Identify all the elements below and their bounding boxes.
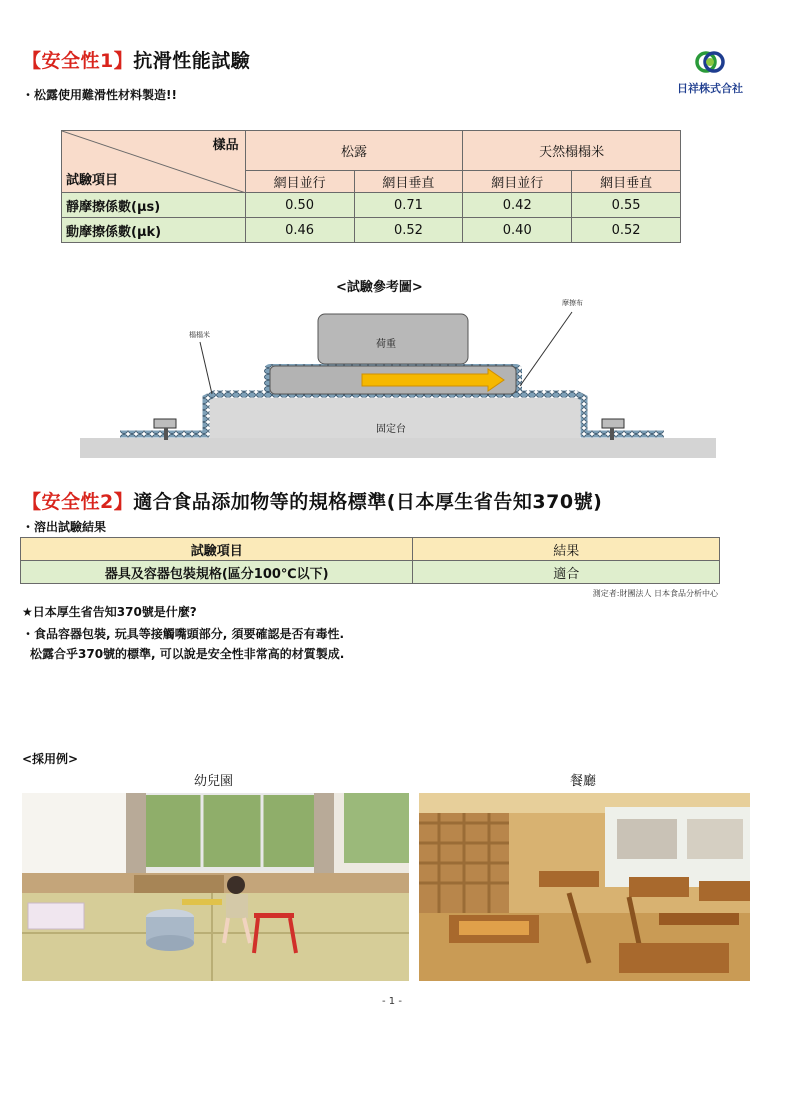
section1-title: 抗滑性能試驗 [133,50,251,72]
label-cloth: 摩擦布 [562,299,583,307]
kindergarten-photo [22,793,409,981]
header-item: 試驗項目 [21,538,413,561]
elution-table [20,537,720,584]
value-cell: 0.55 [572,193,681,218]
value-cell: 0.52 [572,218,681,243]
row-label: 靜摩擦係數(μs) [62,193,246,218]
section2-bullet: ・溶出試驗結果 [22,520,107,534]
clamp-left-top [154,419,176,428]
clamp-left-bolt [164,428,168,440]
section1-tag: 【安全性1】 [22,50,134,72]
value-cell: 0.46 [245,218,354,243]
subheader-cell: 網目並行 [245,171,354,193]
value-cell: 0.42 [463,193,572,218]
restaurant-photo [419,793,750,981]
leader-cloth [520,312,572,386]
question-line: ★日本厚生省告知370號是什麼? [22,605,197,619]
page-number: - 1 - [382,996,402,1007]
label-tatami: 榻榻米 [189,331,210,339]
section1-heading [22,46,250,73]
section1-bullet: ・松露使用難滑性材料製造!! [22,88,177,102]
value-cell: 0.52 [354,218,463,243]
company-logo [668,48,752,96]
group-header-shoro: 松露 [245,131,463,171]
diagram-title: <試驗參考圖> [336,280,423,295]
corner-item-label: 試驗項目 [66,173,119,188]
caption-restaurant: 餐廳 [570,774,597,789]
corner-sample-label: 樣品 [212,138,239,153]
friction-table [61,130,681,243]
examples-title: <採用例> [22,752,79,766]
tester-note: 測定者:財團法人 日本食品分析中心 [592,589,718,598]
section2-title: 適合食品添加物等的規格標準(日本厚生省告知370號) [133,491,603,513]
value-cell: 0.71 [354,193,463,218]
subheader-cell: 網目垂直 [572,171,681,193]
table-row [62,193,681,218]
table-corner-cell [62,131,246,193]
logo-mark-icon [693,48,727,76]
body-line-2: 松露合乎370號的標準, 可以說是安全性非常高的材質製成. [30,647,345,661]
clamp-right-bolt [610,428,614,440]
label-base: 固定台 [376,424,406,435]
table-row [62,218,681,243]
section2-heading [22,487,602,514]
header-result: 結果 [413,538,720,561]
value-cell: 0.50 [245,193,354,218]
row-item: 器具及容器包裝規格(區分100℃以下) [21,561,413,584]
leader-tatami [200,342,212,394]
table-row [21,561,720,584]
subheader-cell: 網目並行 [463,171,572,193]
label-load: 荷重 [376,339,396,350]
clamp-right-top [602,419,624,428]
row-label: 動摩擦係數(μk) [62,218,246,243]
value-cell: 0.40 [463,218,572,243]
logo-text: 日祥株式合社 [677,82,743,95]
floor-slab [80,438,716,458]
caption-kindergarten: 幼兒園 [194,774,234,789]
body-line-1: ・食品容器包裝, 玩具等接觸嘴頭部分, 須要確認是否有毒性. [22,627,345,641]
section2-tag: 【安全性2】 [22,491,134,513]
row-result: 適合 [413,561,720,584]
subheader-cell: 網目垂直 [354,171,463,193]
group-header-tatami: 天然榻榻米 [463,131,681,171]
